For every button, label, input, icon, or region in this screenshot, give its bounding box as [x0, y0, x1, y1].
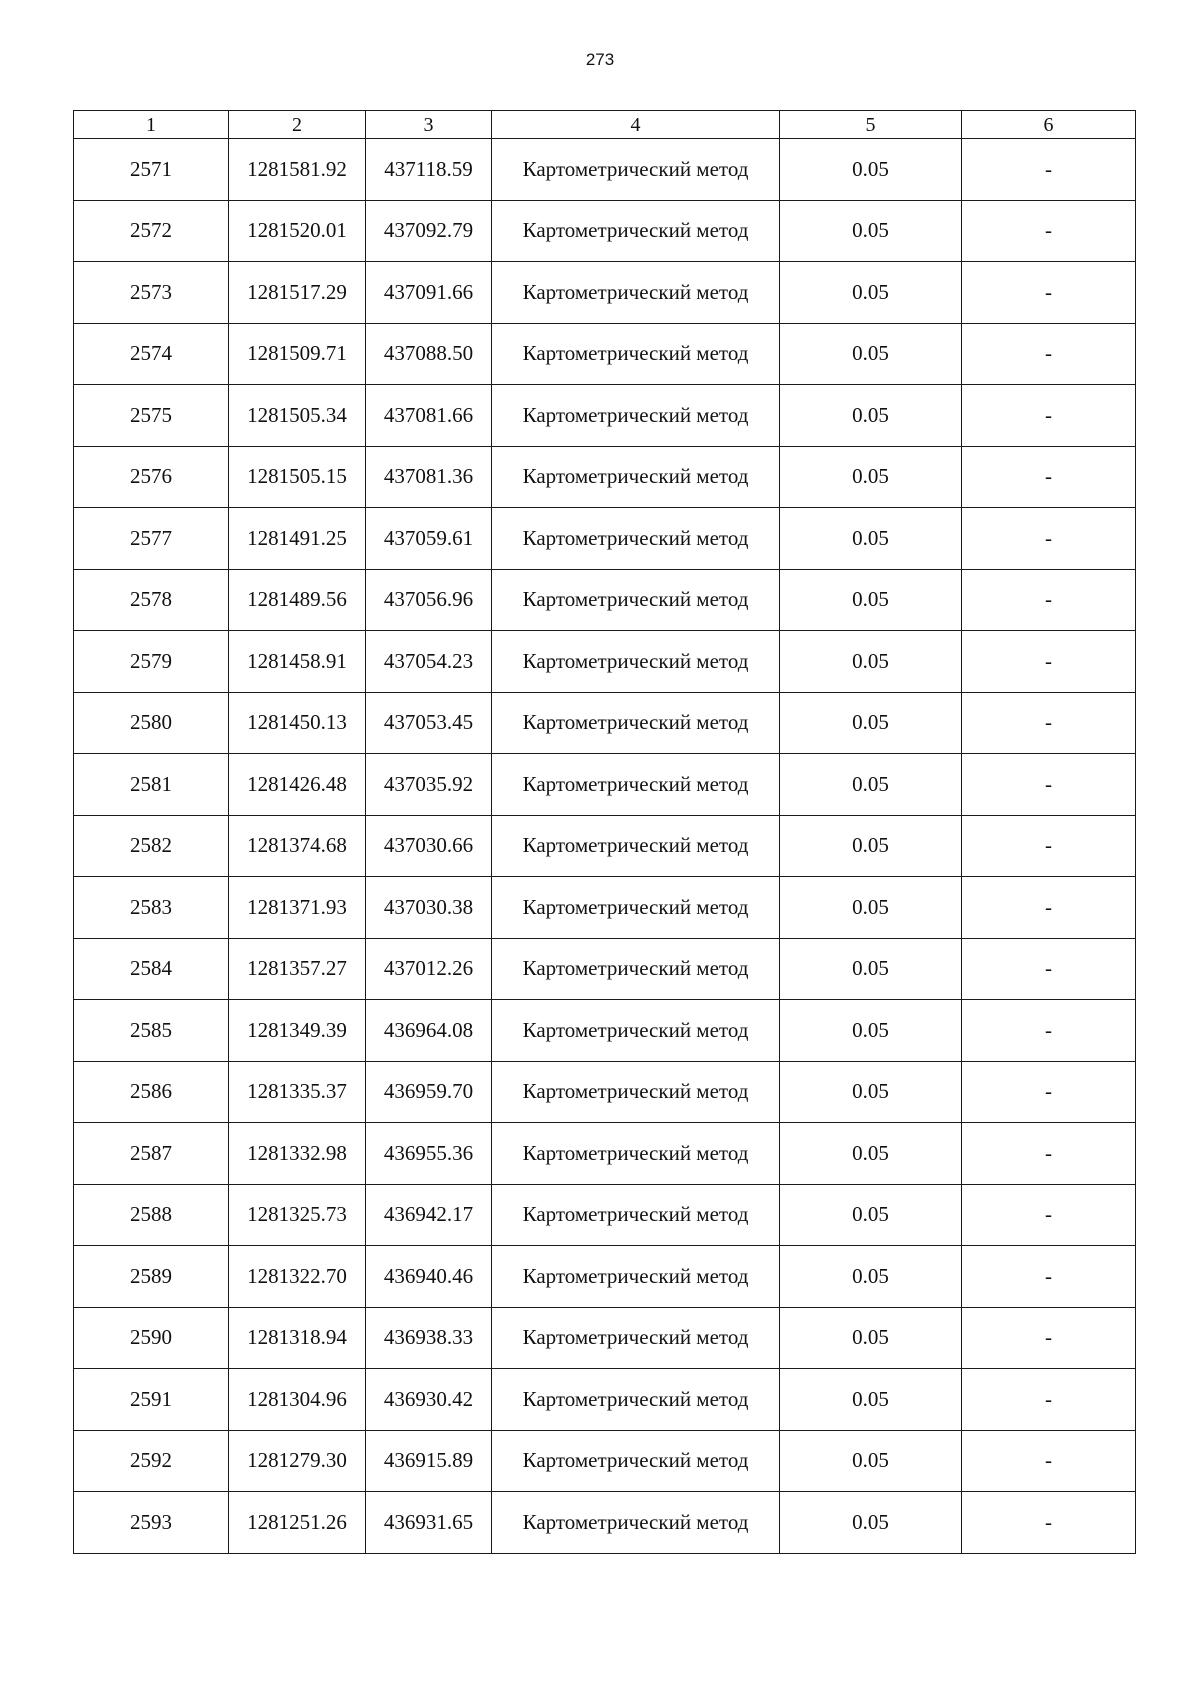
x-coordinate-cell: 1281325.73	[229, 1184, 366, 1246]
accuracy-cell: 0.05	[780, 1430, 962, 1492]
accuracy-cell: 0.05	[780, 200, 962, 262]
point-number-cell: 2577	[74, 508, 229, 570]
column-header-5: 5	[780, 111, 962, 139]
x-coordinate-cell: 1281491.25	[229, 508, 366, 570]
accuracy-cell: 0.05	[780, 1492, 962, 1554]
method-cell: Картометрический метод	[492, 1184, 780, 1246]
note-cell: -	[962, 508, 1136, 570]
table-header	[74, 111, 1136, 139]
accuracy-cell: 0.05	[780, 754, 962, 816]
y-coordinate-cell: 436931.65	[366, 1492, 492, 1554]
y-coordinate-cell: 437053.45	[366, 692, 492, 754]
x-coordinate-cell: 1281505.15	[229, 446, 366, 508]
x-coordinate-cell: 1281304.96	[229, 1369, 366, 1431]
method-cell: Картометрический метод	[492, 692, 780, 754]
note-cell: -	[962, 1123, 1136, 1185]
x-coordinate-cell: 1281318.94	[229, 1307, 366, 1369]
note-cell: -	[962, 631, 1136, 693]
x-coordinate-cell: 1281426.48	[229, 754, 366, 816]
table-row	[74, 385, 1136, 447]
point-number-cell: 2573	[74, 262, 229, 324]
method-cell: Картометрический метод	[492, 877, 780, 939]
method-cell: Картометрический метод	[492, 1246, 780, 1308]
x-coordinate-cell: 1281505.34	[229, 385, 366, 447]
y-coordinate-cell: 436942.17	[366, 1184, 492, 1246]
y-coordinate-cell: 437056.96	[366, 569, 492, 631]
note-cell: -	[962, 1307, 1136, 1369]
method-cell: Картометрический метод	[492, 262, 780, 324]
x-coordinate-cell: 1281489.56	[229, 569, 366, 631]
accuracy-cell: 0.05	[780, 569, 962, 631]
table-row	[74, 200, 1136, 262]
point-number-cell: 2574	[74, 323, 229, 385]
y-coordinate-cell: 436915.89	[366, 1430, 492, 1492]
column-header-6: 6	[962, 111, 1136, 139]
accuracy-cell: 0.05	[780, 385, 962, 447]
note-cell: -	[962, 446, 1136, 508]
x-coordinate-cell: 1281357.27	[229, 938, 366, 1000]
coordinates-table	[73, 110, 1136, 1554]
accuracy-cell: 0.05	[780, 815, 962, 877]
y-coordinate-cell: 436959.70	[366, 1061, 492, 1123]
point-number-cell: 2583	[74, 877, 229, 939]
accuracy-cell: 0.05	[780, 323, 962, 385]
note-cell: -	[962, 877, 1136, 939]
y-coordinate-cell: 436940.46	[366, 1246, 492, 1308]
table-row	[74, 1123, 1136, 1185]
accuracy-cell: 0.05	[780, 262, 962, 324]
method-cell: Картометрический метод	[492, 446, 780, 508]
accuracy-cell: 0.05	[780, 1184, 962, 1246]
note-cell: -	[962, 1430, 1136, 1492]
point-number-cell: 2593	[74, 1492, 229, 1554]
table-row	[74, 631, 1136, 693]
method-cell: Картометрический метод	[492, 385, 780, 447]
x-coordinate-cell: 1281251.26	[229, 1492, 366, 1554]
method-cell: Картометрический метод	[492, 815, 780, 877]
note-cell: -	[962, 1061, 1136, 1123]
note-cell: -	[962, 938, 1136, 1000]
method-cell: Картометрический метод	[492, 1307, 780, 1369]
table-row	[74, 938, 1136, 1000]
accuracy-cell: 0.05	[780, 1061, 962, 1123]
point-number-cell: 2576	[74, 446, 229, 508]
y-coordinate-cell: 437030.38	[366, 877, 492, 939]
point-number-cell: 2575	[74, 385, 229, 447]
accuracy-cell: 0.05	[780, 1369, 962, 1431]
accuracy-cell: 0.05	[780, 1246, 962, 1308]
note-cell: -	[962, 754, 1136, 816]
accuracy-cell: 0.05	[780, 1000, 962, 1062]
y-coordinate-cell: 436930.42	[366, 1369, 492, 1431]
table-row	[74, 754, 1136, 816]
y-coordinate-cell: 437035.92	[366, 754, 492, 816]
point-number-cell: 2589	[74, 1246, 229, 1308]
table-body	[74, 139, 1136, 1554]
column-header-3: 3	[366, 111, 492, 139]
point-number-cell: 2571	[74, 139, 229, 201]
point-number-cell: 2572	[74, 200, 229, 262]
table-row	[74, 139, 1136, 201]
point-number-cell: 2591	[74, 1369, 229, 1431]
method-cell: Картометрический метод	[492, 938, 780, 1000]
table-row	[74, 877, 1136, 939]
accuracy-cell: 0.05	[780, 631, 962, 693]
method-cell: Картометрический метод	[492, 508, 780, 570]
header-row	[74, 111, 1136, 139]
x-coordinate-cell: 1281450.13	[229, 692, 366, 754]
point-number-cell: 2582	[74, 815, 229, 877]
note-cell: -	[962, 200, 1136, 262]
method-cell: Картометрический метод	[492, 1492, 780, 1554]
accuracy-cell: 0.05	[780, 877, 962, 939]
point-number-cell: 2586	[74, 1061, 229, 1123]
note-cell: -	[962, 1492, 1136, 1554]
accuracy-cell: 0.05	[780, 1123, 962, 1185]
y-coordinate-cell: 437118.59	[366, 139, 492, 201]
note-cell: -	[962, 385, 1136, 447]
note-cell: -	[962, 1246, 1136, 1308]
note-cell: -	[962, 569, 1136, 631]
column-header-4: 4	[492, 111, 780, 139]
table-row	[74, 262, 1136, 324]
x-coordinate-cell: 1281335.37	[229, 1061, 366, 1123]
x-coordinate-cell: 1281458.91	[229, 631, 366, 693]
table-row	[74, 815, 1136, 877]
y-coordinate-cell: 437081.36	[366, 446, 492, 508]
point-number-cell: 2585	[74, 1000, 229, 1062]
table-row	[74, 692, 1136, 754]
y-coordinate-cell: 437012.26	[366, 938, 492, 1000]
accuracy-cell: 0.05	[780, 692, 962, 754]
x-coordinate-cell: 1281279.30	[229, 1430, 366, 1492]
note-cell: -	[962, 323, 1136, 385]
y-coordinate-cell: 437059.61	[366, 508, 492, 570]
note-cell: -	[962, 1000, 1136, 1062]
point-number-cell: 2588	[74, 1184, 229, 1246]
x-coordinate-cell: 1281509.71	[229, 323, 366, 385]
x-coordinate-cell: 1281520.01	[229, 200, 366, 262]
x-coordinate-cell: 1281322.70	[229, 1246, 366, 1308]
y-coordinate-cell: 437081.66	[366, 385, 492, 447]
y-coordinate-cell: 437030.66	[366, 815, 492, 877]
x-coordinate-cell: 1281332.98	[229, 1123, 366, 1185]
note-cell: -	[962, 692, 1136, 754]
y-coordinate-cell: 436955.36	[366, 1123, 492, 1185]
page-number: 273	[585, 50, 615, 69]
table-row	[74, 1307, 1136, 1369]
x-coordinate-cell: 1281517.29	[229, 262, 366, 324]
point-number-cell: 2590	[74, 1307, 229, 1369]
point-number-cell: 2584	[74, 938, 229, 1000]
y-coordinate-cell: 437088.50	[366, 323, 492, 385]
table-row	[74, 1369, 1136, 1431]
column-header-2: 2	[229, 111, 366, 139]
point-number-cell: 2578	[74, 569, 229, 631]
accuracy-cell: 0.05	[780, 139, 962, 201]
method-cell: Картометрический метод	[492, 323, 780, 385]
y-coordinate-cell: 436964.08	[366, 1000, 492, 1062]
point-number-cell: 2579	[74, 631, 229, 693]
method-cell: Картометрический метод	[492, 754, 780, 816]
method-cell: Картометрический метод	[492, 1430, 780, 1492]
method-cell: Картометрический метод	[492, 1061, 780, 1123]
x-coordinate-cell: 1281349.39	[229, 1000, 366, 1062]
method-cell: Картометрический метод	[492, 139, 780, 201]
note-cell: -	[962, 139, 1136, 201]
accuracy-cell: 0.05	[780, 938, 962, 1000]
accuracy-cell: 0.05	[780, 508, 962, 570]
x-coordinate-cell: 1281371.93	[229, 877, 366, 939]
table-row	[74, 323, 1136, 385]
accuracy-cell: 0.05	[780, 446, 962, 508]
table-row	[74, 1246, 1136, 1308]
y-coordinate-cell: 436938.33	[366, 1307, 492, 1369]
y-coordinate-cell: 437091.66	[366, 262, 492, 324]
table-row	[74, 508, 1136, 570]
point-number-cell: 2592	[74, 1430, 229, 1492]
method-cell: Картометрический метод	[492, 200, 780, 262]
point-number-cell: 2587	[74, 1123, 229, 1185]
method-cell: Картометрический метод	[492, 1369, 780, 1431]
method-cell: Картометрический метод	[492, 1000, 780, 1062]
table-row	[74, 1184, 1136, 1246]
method-cell: Картометрический метод	[492, 569, 780, 631]
table-row	[74, 1061, 1136, 1123]
note-cell: -	[962, 262, 1136, 324]
y-coordinate-cell: 437054.23	[366, 631, 492, 693]
y-coordinate-cell: 437092.79	[366, 200, 492, 262]
note-cell: -	[962, 815, 1136, 877]
table-row	[74, 569, 1136, 631]
table-row	[74, 1000, 1136, 1062]
x-coordinate-cell: 1281374.68	[229, 815, 366, 877]
method-cell: Картометрический метод	[492, 631, 780, 693]
table-row	[74, 1430, 1136, 1492]
point-number-cell: 2580	[74, 692, 229, 754]
accuracy-cell: 0.05	[780, 1307, 962, 1369]
method-cell: Картометрический метод	[492, 1123, 780, 1185]
table-row	[74, 446, 1136, 508]
column-header-1: 1	[74, 111, 229, 139]
note-cell: -	[962, 1184, 1136, 1246]
table-row	[74, 1492, 1136, 1554]
note-cell: -	[962, 1369, 1136, 1431]
point-number-cell: 2581	[74, 754, 229, 816]
x-coordinate-cell: 1281581.92	[229, 139, 366, 201]
